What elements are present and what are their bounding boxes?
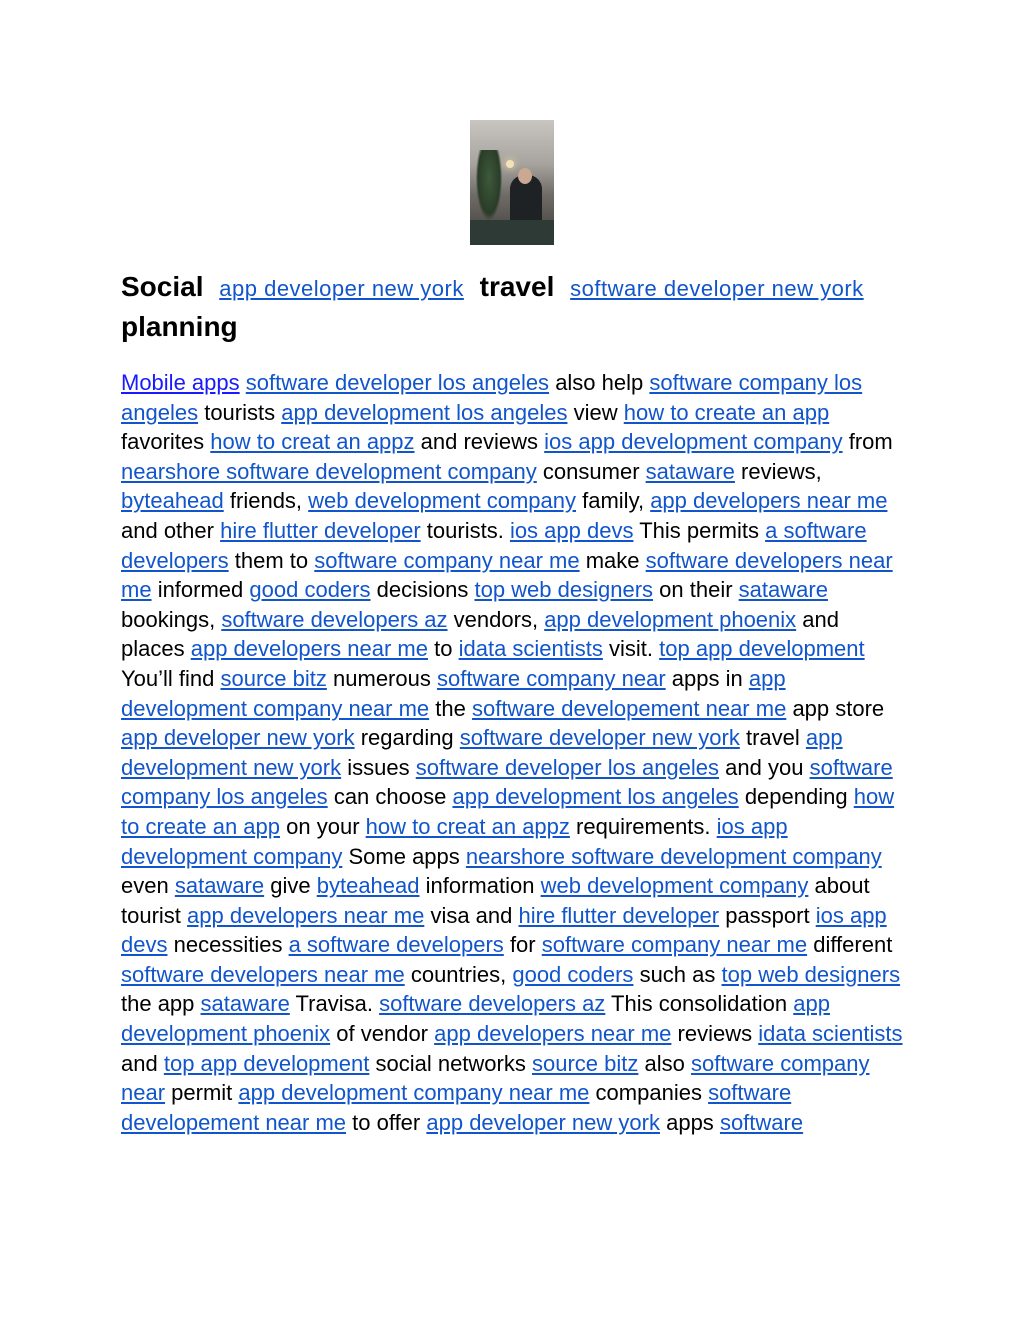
body-paragraph [121,368,906,1208]
body-text: necessities [173,932,283,958]
body-text: information [425,873,535,899]
sofa-shape [470,220,554,245]
body-text: the app [121,991,195,1017]
body-text: such as [639,961,716,987]
body-text: to offer [352,1109,421,1135]
body-link-app-developer-new-york[interactable]: app developer new york [426,1109,660,1135]
body-link-software-company-los-angeles[interactable]: software company los angeles [121,370,863,425]
body-text: the [435,695,466,721]
body-text: bookings, [121,606,216,632]
body-text: vendors, [453,606,539,632]
body-link-top-app-development[interactable]: top app development [163,1050,370,1076]
body-link-software-company-near[interactable]: software company near [121,1050,870,1106]
title-word-planning: planning [121,311,238,342]
body-link-source-bitz[interactable]: source bitz [220,665,327,691]
body-link-software-company-los-angeles[interactable]: software company los angeles [121,754,893,810]
body-link-app-developer-new-york[interactable]: app developer new york [121,725,355,751]
body-text: passport [725,902,810,928]
body-text: requirements. [576,813,711,839]
body-text: numerous [333,665,431,691]
body-text: to [434,636,453,662]
body-link-byteahead[interactable]: byteahead [121,488,224,514]
body-link-software-company-near[interactable]: software company near [436,665,666,691]
body-link-sataware[interactable]: sataware [645,458,735,484]
body-text: decisions [376,577,469,603]
body-link-app-development-new-york[interactable]: app development new york [121,725,843,780]
body-link-software-developers-az[interactable]: software developers az [379,991,606,1017]
body-link-ios-app-devs[interactable]: ios app devs [509,517,634,543]
body-text: visit. [609,636,654,662]
body-link-how-to-create-an-app[interactable]: how to create an app [121,784,895,839]
body-link-hire-flutter-developer[interactable]: hire flutter developer [220,517,421,543]
body-link-software-developer-los-angeles[interactable]: software developer los angeles [245,370,550,395]
body-link-how-to-creat-an-appz[interactable]: how to creat an appz [210,429,415,455]
body-link-sataware[interactable]: sataware [200,991,290,1017]
body-link-source-bitz[interactable]: source bitz [531,1050,639,1076]
body-link-app-development-company-near-me[interactable]: app development company near me [238,1080,590,1106]
body-link-top-web-designers[interactable]: top web designers [721,961,901,987]
body-text: apps [666,1109,714,1135]
body-text: app store [792,695,885,721]
body-link-software-developer-los-angeles[interactable]: software developer los angeles [415,754,720,780]
body-text: and you [725,754,804,780]
body-link-software-company-near-me[interactable]: software company near me [541,932,808,958]
body-text: them to [234,547,309,573]
body-text: different [813,932,893,958]
body-text: issues [347,754,410,780]
body-text: This permits [639,517,759,543]
body-text: countries, [410,961,507,987]
body-link-top-web-designers[interactable]: top web designers [474,577,654,603]
body-text: give [270,873,311,899]
body-link-app-developers-near-me[interactable]: app developers near me [434,1021,672,1047]
body-link-app-development-los-angeles[interactable]: app development los angeles [452,784,739,810]
body-link-software[interactable]: software [719,1109,804,1135]
plant-shape [476,150,502,220]
page-title [121,268,911,346]
body-text: informed [157,577,244,603]
body-text: depending [744,784,848,810]
body-link-byteahead[interactable]: byteahead [316,873,420,899]
body-text: on your [286,813,360,839]
body-link-app-developers-near-me[interactable]: app developers near me [650,488,888,514]
body-text: apps in [671,665,743,691]
body-link-software-developers-az[interactable]: software developers az [221,606,448,632]
body-link-web-development-company[interactable]: web development company [308,488,576,514]
body-link-software-developers-near-me[interactable]: software developers near me [121,961,405,987]
body-text: Travisa. [295,991,373,1017]
title-word-social: Social [121,271,204,302]
body-text: from [848,429,893,455]
person-at-laptop-photo [470,120,554,245]
body-text: visa and [430,902,513,928]
body-text: view [573,399,618,425]
body-text: and reviews [420,429,539,455]
body-link-app-development-phoenix[interactable]: app development phoenix [544,606,797,632]
body-link-ios-app-development-company[interactable]: ios app development company [544,429,843,455]
body-text: on their [659,577,733,603]
body-text: This consolidation [611,991,788,1017]
body-text: tourists. [426,517,504,543]
body-text: and places [121,606,839,662]
body-link-software-developers-near-me[interactable]: software developers near me [121,547,893,603]
body-link-app-developers-near-me[interactable]: app developers near me [190,636,428,662]
body-link-app-development-company-near-me[interactable]: app development company near me [121,665,786,721]
title-link-software-developer-new-york[interactable]: software developer new york [570,276,864,301]
body-link-how-to-create-an-app[interactable]: how to create an app [623,399,830,425]
body-text: make [585,547,640,573]
lamp-shape [506,160,514,168]
lead-text: Mobile apps [121,370,240,395]
body-text: reviews, [741,458,822,484]
body-link-app-development-los-angeles[interactable]: app development los angeles [281,399,568,425]
body-text: travel [745,725,800,751]
body-text: Some apps [348,843,460,869]
body-text: about tourist [121,873,870,928]
body-text: also help [555,370,644,395]
body-text: favorites [121,429,205,455]
body-link-nearshore-software-development-company[interactable]: nearshore software development company [121,458,537,484]
body-text: can choose [333,784,447,810]
body-text: reviews [677,1021,753,1047]
body-link-ios-app-devs[interactable]: ios app devs [121,902,887,958]
body-link-sataware[interactable]: sataware [174,873,265,899]
body-link-software-developement-near-me[interactable]: software developement near me [121,1080,792,1135]
body-text: and other [121,517,214,543]
body-text: regarding [360,725,454,751]
body-link-good-coders[interactable]: good coders [512,961,634,987]
title-word-travel: travel [479,271,555,302]
body-link-nearshore-software-development-company[interactable]: nearshore software development company [465,843,882,869]
body-text: also [644,1050,685,1076]
body-text: consumer [542,458,640,484]
body-link-software-developer-new-york[interactable]: software developer new york [459,725,740,751]
body-text: You’ll find [121,665,215,691]
body-link-software-developement-near-me[interactable]: software developement near me [472,695,787,721]
body-link-software-company-near-me[interactable]: software company near me [314,547,580,573]
body-link-app-development-phoenix[interactable]: app development phoenix [121,991,830,1047]
body-link-hire-flutter-developer[interactable]: hire flutter developer [518,902,720,928]
body-link-app-developers-near-me[interactable]: app developers near me [187,902,425,928]
body-link-a-software-developers[interactable]: a software developers [288,932,504,958]
body-link-ios-app-development-company[interactable]: ios app development company [121,813,788,869]
body-text: friends, [229,488,303,514]
body-link-sataware[interactable]: sataware [738,577,828,603]
body-text: for [509,932,536,958]
body-text: of vendor [336,1021,429,1047]
body-link-how-to-creat-an-appz[interactable]: how to creat an appz [365,813,570,839]
body-text: companies [595,1080,702,1106]
body-link-good-coders[interactable]: good coders [249,577,371,603]
body-text: family, [582,488,645,514]
body-link-idata-scientists[interactable]: idata scientists [458,636,603,662]
body-text: permit [171,1080,233,1106]
body-text: social networks [375,1050,526,1076]
body-link-web-development-company[interactable]: web development company [540,873,809,899]
body-text: and [121,1050,158,1076]
body-link-idata-scientists[interactable]: idata scientists [758,1021,903,1047]
body-link-top-app-development[interactable]: top app development [659,636,865,662]
head-shape [518,168,532,184]
body-text: even [121,873,169,899]
body-text: tourists [204,399,276,425]
title-link-app-developer-new-york[interactable]: app developer new york [219,276,464,301]
body-link-a-software-developers[interactable]: a software developers [121,517,867,573]
